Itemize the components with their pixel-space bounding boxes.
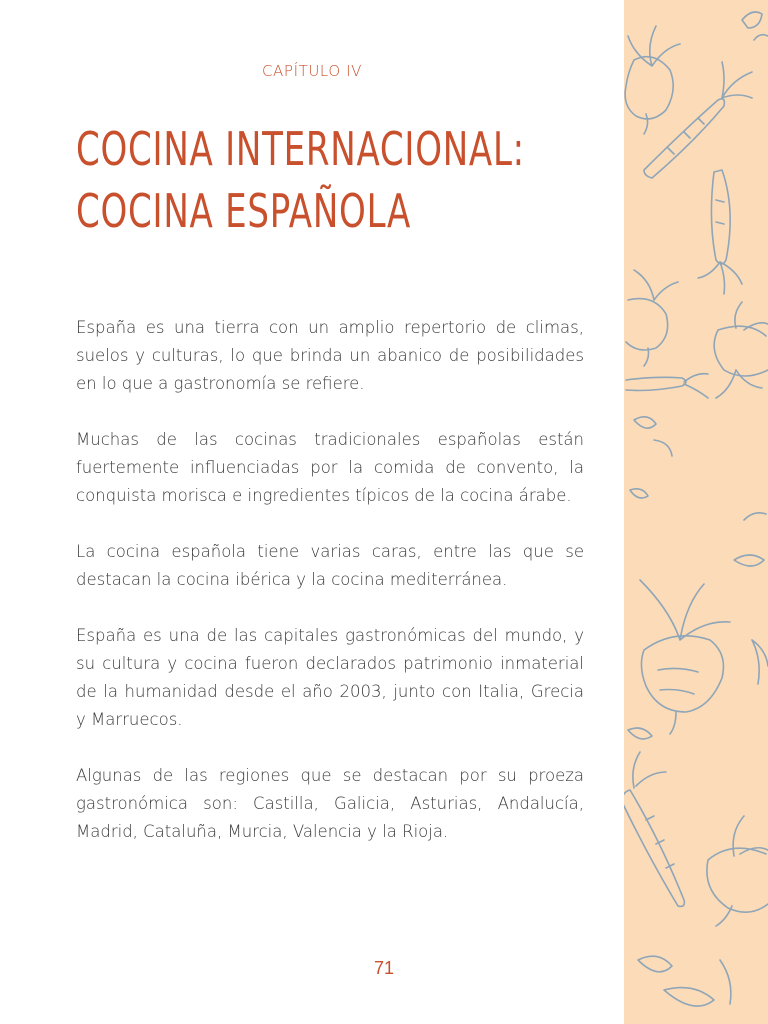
beet-icon [640, 580, 730, 734]
leaf-icon [630, 417, 672, 498]
title-line-1: COCINA INTERNACIONAL: [76, 122, 525, 176]
paragraph: España es una de las capitales gastronómicas del mundo, y su cultura y cocina fueron declarados patrimonio inmaterial de la humanidad desde el año 2003, junto con Italia, Grecia y Marruecos. [76, 626, 584, 729]
vegetable-pattern-icon [624, 0, 768, 1024]
carrot-icon [698, 170, 742, 294]
turnip-icon [626, 270, 678, 366]
decorative-side-panel [624, 0, 768, 1024]
chapter-label: CAPÍTULO IV [261, 62, 363, 80]
title-line-2: COCINA ESPAÑOLA [76, 184, 412, 238]
turnip-icon [625, 26, 680, 134]
carrot-icon [644, 62, 752, 178]
page-title [76, 118, 525, 242]
page-number: 71 [373, 958, 395, 978]
leaf-icon [734, 513, 768, 684]
turnip-icon [714, 302, 768, 398]
paragraph: España es una tierra con un amplio repertorio de climas, suelos y culturas, lo que brinda un abanico de posibilidades en lo que a gastronomía se refiere. [76, 318, 584, 393]
turnip-icon [707, 816, 768, 926]
paragraph: Muchas de las cocinas tradicionales españolas están fuertemente influenciadas por la comida de convento, la conquista morisca e ingredientes típicos de la cocina árabe. [76, 430, 584, 505]
carrot-icon [626, 374, 708, 398]
carrot-icon [624, 752, 684, 906]
leaf-icon [628, 728, 731, 1006]
paragraph: Algunas de las regiones que se destacan por su proeza gastronómica son: Castilla, Galicia, Asturias, Andalucía, Madrid, Cataluña, Murcia, Valencia y la Rioja. [76, 766, 584, 841]
leaf-icon [742, 12, 768, 40]
body-text [76, 314, 584, 874]
paragraph: La cocina española tiene varias caras, entre las que se destacan la cocina ibérica y la cocina mediterránea. [76, 542, 584, 589]
